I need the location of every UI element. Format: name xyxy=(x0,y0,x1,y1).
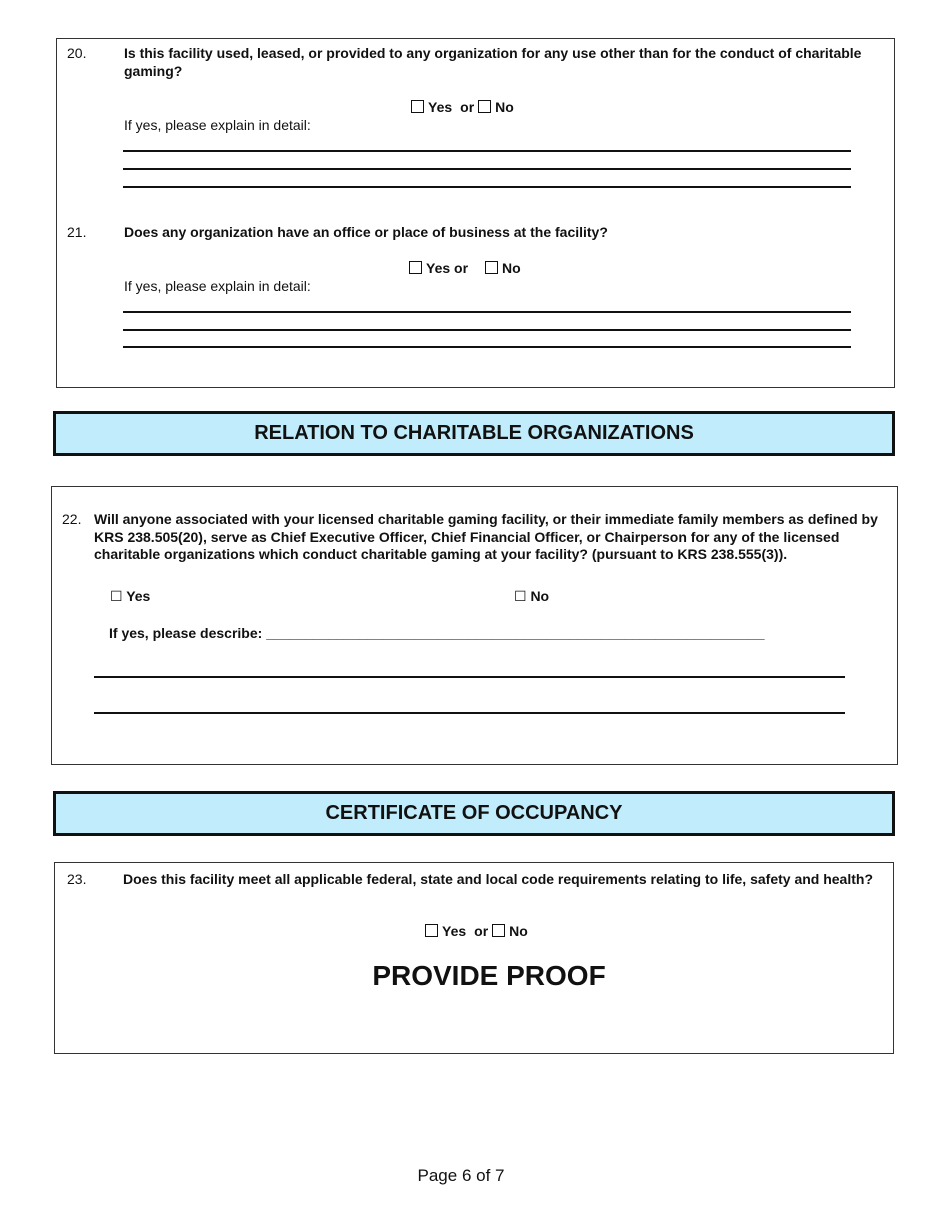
q23-question: Does this facility meet all applicable federal, state and local code requirements relating to life, safety and health? xyxy=(123,871,873,887)
q21-question: Does any organization have an office or place of business at the facility? xyxy=(124,224,608,240)
q20-explain-line-3[interactable] xyxy=(123,186,851,188)
questions-20-21-box xyxy=(56,38,895,388)
q23-provide-proof: PROVIDE PROOF xyxy=(372,960,606,991)
q21-number: 21. xyxy=(67,224,87,240)
q20-or-label: or xyxy=(460,99,475,115)
section-certificate-title: CERTIFICATE OF OCCUPANCY xyxy=(325,802,623,824)
q21-no-label: No xyxy=(502,260,521,276)
q23-yes-checkbox[interactable] xyxy=(425,924,438,937)
q20-explain-label: If yes, please explain in detail: xyxy=(124,117,311,133)
q22-no-option[interactable]: ☐ No xyxy=(514,588,550,604)
page-number: Page 6 of 7 xyxy=(417,1166,505,1185)
q22-yes-option[interactable]: ☐ Yes xyxy=(110,588,151,604)
section-relation-title: RELATION TO CHARITABLE ORGANIZATIONS xyxy=(254,422,694,444)
q23-answer-options xyxy=(425,923,528,939)
section-banner-certificate xyxy=(53,791,895,836)
q20-answer-options xyxy=(411,99,514,115)
q22-describe-line-1[interactable] xyxy=(94,676,845,678)
q20-number: 20. xyxy=(67,45,87,61)
q21-explain-line-3[interactable] xyxy=(123,346,851,348)
q21-answer-options xyxy=(409,260,521,276)
q20-no-label: No xyxy=(495,99,514,115)
question-23-box xyxy=(54,862,894,1054)
section-banner-relation xyxy=(53,411,895,456)
q20-explain-line-1[interactable] xyxy=(123,150,851,152)
q22-describe-line-2[interactable] xyxy=(94,712,845,714)
q21-no-checkbox[interactable] xyxy=(485,261,498,274)
q21-explain-line-2[interactable] xyxy=(123,329,851,331)
q23-or-label: or xyxy=(474,923,489,939)
q22-question: Will anyone associated with your licensed charitable gaming facility, or their immediate family members as defined by KRS 238.505(20), serve as Chief Executive Officer, Chief Financial Officer, or Chairperson for any of the licensed charitable organizations which conduct charitable gaming at your facility? (pursuant to KRS 238.555(3)). xyxy=(94,511,878,562)
q23-yes-label: Yes xyxy=(442,923,467,939)
q21-explain-label: If yes, please explain in detail: xyxy=(124,278,311,294)
q23-number: 23. xyxy=(67,871,87,887)
q21-explain-line-1[interactable] xyxy=(123,311,851,313)
q20-explain-line-2[interactable] xyxy=(123,168,851,170)
q20-question: Is this facility used, leased, or provided to any organization for any use other than for the conduct of charitable gaming? xyxy=(124,45,862,79)
q23-no-label: No xyxy=(509,923,528,939)
q20-yes-checkbox[interactable] xyxy=(411,100,424,113)
q22-number: 22. xyxy=(62,511,82,527)
q23-no-checkbox[interactable] xyxy=(492,924,505,937)
q22-describe-field[interactable]: If yes, please describe: ________________________________________________________________ xyxy=(109,625,765,641)
q20-no-checkbox[interactable] xyxy=(478,100,491,113)
q21-yes-checkbox[interactable] xyxy=(409,261,422,274)
q21-yes-label: Yes or xyxy=(426,260,469,276)
q20-yes-label: Yes xyxy=(428,99,453,115)
